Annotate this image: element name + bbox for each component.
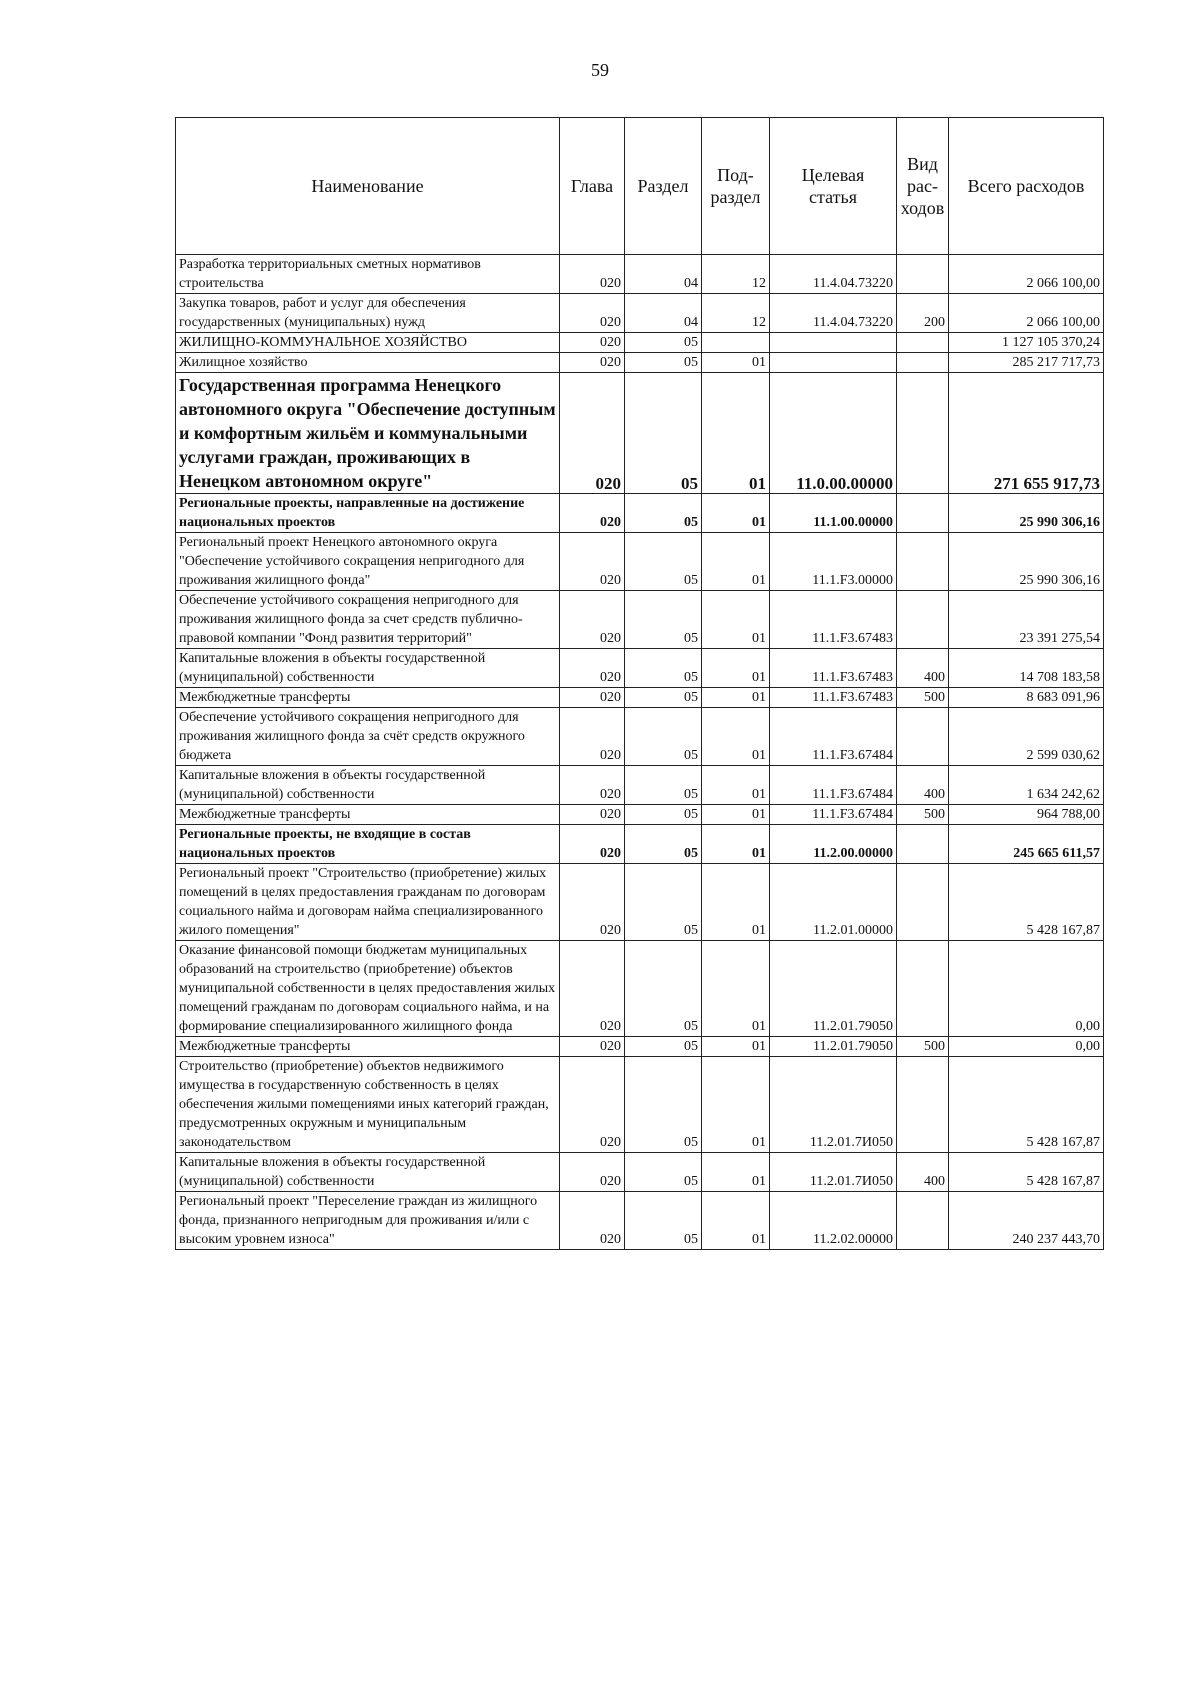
cell-vsego: 0,00 (949, 1037, 1104, 1057)
table-row (176, 1153, 1104, 1192)
cell-glava: 020 (560, 591, 625, 649)
cell-vid (897, 533, 949, 591)
cell-name: Межбюджетные трансферты (176, 688, 560, 708)
cell-glava: 020 (560, 373, 625, 494)
cell-name: Оказание финансовой помощи бюджетам муниципальных образований на строительство (приобретение) объектов муниципальной собственности в целях предоставления жилых помещений гражданам по договорам социального найма, и на формирование специализированного жилищного фонда (176, 941, 560, 1037)
cell-name: Капитальные вложения в объекты государственной (муниципальной) собственности (176, 1153, 560, 1192)
table-row (176, 825, 1104, 864)
col-header-razdel: Раздел (625, 118, 702, 255)
cell-celevaya: 11.1.00.00000 (770, 494, 897, 533)
cell-name: Жилищное хозяйство (176, 353, 560, 373)
cell-name: Региональный проект "Переселение граждан из жилищного фонда, признанного непригодным для проживания и/или с высоким уровнем износа" (176, 1192, 560, 1250)
cell-name: ЖИЛИЩНО-КОММУНАЛЬНОЕ ХОЗЯЙСТВО (176, 333, 560, 353)
table-row (176, 533, 1104, 591)
cell-vsego: 5 428 167,87 (949, 1057, 1104, 1153)
cell-razdel: 05 (625, 688, 702, 708)
cell-vid (897, 864, 949, 941)
table-row (176, 766, 1104, 805)
table-row (176, 353, 1104, 373)
table-row (176, 1192, 1104, 1250)
cell-razdel: 05 (625, 533, 702, 591)
cell-vsego: 2 066 100,00 (949, 255, 1104, 294)
cell-razdel: 05 (625, 649, 702, 688)
cell-podrazdel: 01 (702, 766, 770, 805)
cell-glava: 020 (560, 494, 625, 533)
col-header-podrazdel: Под- раздел (702, 118, 770, 255)
cell-podrazdel: 01 (702, 805, 770, 825)
cell-name: Региональный проект Ненецкого автономного округа "Обеспечение устойчивого сокращения непригодного для проживания жилищного фонда" (176, 533, 560, 591)
cell-celevaya: 11.4.04.73220 (770, 255, 897, 294)
cell-name: Региональные проекты, направленные на достижение национальных проектов (176, 494, 560, 533)
table-row (176, 1037, 1104, 1057)
cell-razdel: 04 (625, 294, 702, 333)
cell-vid: 400 (897, 766, 949, 805)
cell-name: Разработка территориальных сметных нормативов строительства (176, 255, 560, 294)
cell-glava: 020 (560, 353, 625, 373)
cell-razdel: 05 (625, 1192, 702, 1250)
cell-celevaya: 11.1.F3.67483 (770, 649, 897, 688)
cell-celevaya: 11.2.01.7И050 (770, 1153, 897, 1192)
cell-name: Межбюджетные трансферты (176, 1037, 560, 1057)
cell-vsego: 8 683 091,96 (949, 688, 1104, 708)
cell-razdel: 05 (625, 864, 702, 941)
cell-glava: 020 (560, 1153, 625, 1192)
cell-glava: 020 (560, 941, 625, 1037)
cell-podrazdel: 01 (702, 941, 770, 1037)
cell-vid: 400 (897, 1153, 949, 1192)
cell-name: Государственная программа Ненецкого автономного округа "Обеспечение доступным и комфортным жильём и коммунальными услугами граждан, проживающих в Ненецком автономном округе" (176, 373, 560, 494)
cell-vid (897, 494, 949, 533)
cell-celevaya: 11.0.00.00000 (770, 373, 897, 494)
cell-podrazdel: 01 (702, 494, 770, 533)
cell-razdel: 05 (625, 1153, 702, 1192)
cell-celevaya: 11.1.F3.67483 (770, 688, 897, 708)
table-row (176, 591, 1104, 649)
cell-podrazdel: 01 (702, 533, 770, 591)
cell-vid: 500 (897, 1037, 949, 1057)
cell-vsego: 2 066 100,00 (949, 294, 1104, 333)
cell-name: Закупка товаров, работ и услуг для обеспечения государственных (муниципальных) нужд (176, 294, 560, 333)
cell-vsego: 14 708 183,58 (949, 649, 1104, 688)
cell-podrazdel: 01 (702, 864, 770, 941)
cell-glava: 020 (560, 333, 625, 353)
cell-celevaya: 11.2.01.7И050 (770, 1057, 897, 1153)
cell-razdel: 05 (625, 373, 702, 494)
cell-celevaya: 11.1.F3.67484 (770, 805, 897, 825)
cell-glava: 020 (560, 294, 625, 333)
cell-celevaya: 11.2.02.00000 (770, 1192, 897, 1250)
cell-celevaya: 11.2.01.79050 (770, 1037, 897, 1057)
cell-vid (897, 708, 949, 766)
cell-name: Межбюджетные трансферты (176, 805, 560, 825)
table-row (176, 494, 1104, 533)
table-row (176, 941, 1104, 1037)
cell-podrazdel: 01 (702, 1037, 770, 1057)
cell-vid: 200 (897, 294, 949, 333)
cell-vid (897, 353, 949, 373)
cell-podrazdel: 01 (702, 708, 770, 766)
cell-razdel: 05 (625, 333, 702, 353)
table-header-row (176, 118, 1104, 255)
cell-razdel: 05 (625, 766, 702, 805)
cell-glava: 020 (560, 1037, 625, 1057)
cell-razdel: 05 (625, 353, 702, 373)
cell-razdel: 05 (625, 805, 702, 825)
cell-vsego: 5 428 167,87 (949, 864, 1104, 941)
cell-celevaya: 11.1.F3.67484 (770, 766, 897, 805)
col-header-vsego: Всего расходов (949, 118, 1104, 255)
cell-vid (897, 591, 949, 649)
cell-vsego: 5 428 167,87 (949, 1153, 1104, 1192)
cell-vid (897, 825, 949, 864)
cell-razdel: 05 (625, 941, 702, 1037)
table-row (176, 333, 1104, 353)
cell-glava: 020 (560, 255, 625, 294)
col-header-name: Наименование (176, 118, 560, 255)
cell-vsego: 245 665 611,57 (949, 825, 1104, 864)
cell-podrazdel: 01 (702, 1057, 770, 1153)
table-row (176, 373, 1104, 494)
table-row (176, 255, 1104, 294)
cell-vid (897, 1057, 949, 1153)
table-row (176, 805, 1104, 825)
cell-razdel: 04 (625, 255, 702, 294)
cell-podrazdel: 01 (702, 353, 770, 373)
cell-glava: 020 (560, 864, 625, 941)
cell-podrazdel: 01 (702, 373, 770, 494)
cell-vsego: 240 237 443,70 (949, 1192, 1104, 1250)
cell-razdel: 05 (625, 708, 702, 766)
cell-celevaya: 11.4.04.73220 (770, 294, 897, 333)
cell-vsego: 1 634 242,62 (949, 766, 1104, 805)
cell-podrazdel (702, 333, 770, 353)
cell-vsego: 2 599 030,62 (949, 708, 1104, 766)
cell-vsego: 25 990 306,16 (949, 533, 1104, 591)
cell-vsego: 1 127 105 370,24 (949, 333, 1104, 353)
cell-glava: 020 (560, 708, 625, 766)
cell-glava: 020 (560, 1192, 625, 1250)
cell-glava: 020 (560, 649, 625, 688)
cell-razdel: 05 (625, 494, 702, 533)
cell-podrazdel: 01 (702, 1153, 770, 1192)
cell-vsego: 964 788,00 (949, 805, 1104, 825)
cell-vsego: 285 217 717,73 (949, 353, 1104, 373)
cell-vid (897, 255, 949, 294)
cell-podrazdel: 01 (702, 1192, 770, 1250)
cell-razdel: 05 (625, 1057, 702, 1153)
cell-podrazdel: 12 (702, 255, 770, 294)
budget-table (175, 117, 1104, 1250)
cell-celevaya: 11.1.F3.67483 (770, 591, 897, 649)
cell-glava: 020 (560, 533, 625, 591)
cell-vid: 500 (897, 688, 949, 708)
col-header-vid: Вид рас- ходов (897, 118, 949, 255)
cell-vsego: 0,00 (949, 941, 1104, 1037)
cell-celevaya (770, 353, 897, 373)
cell-name: Региональный проект "Строительство (приобретение) жилых помещений в целях предоставления гражданам по договорам социального найма и договорам найма специализированного жилого помещения" (176, 864, 560, 941)
cell-name: Обеспечение устойчивого сокращения непригодного для проживания жилищного фонда за счёт средств окружного бюджета (176, 708, 560, 766)
cell-podrazdel: 01 (702, 688, 770, 708)
cell-vsego: 25 990 306,16 (949, 494, 1104, 533)
cell-celevaya: 11.2.01.79050 (770, 941, 897, 1037)
cell-celevaya: 11.2.00.00000 (770, 825, 897, 864)
table-row (176, 1057, 1104, 1153)
cell-glava: 020 (560, 825, 625, 864)
cell-celevaya: 11.1.F3.00000 (770, 533, 897, 591)
cell-name: Капитальные вложения в объекты государственной (муниципальной) собственности (176, 649, 560, 688)
cell-vsego: 271 655 917,73 (949, 373, 1104, 494)
table-row (176, 688, 1104, 708)
cell-vid (897, 333, 949, 353)
cell-razdel: 05 (625, 825, 702, 864)
table-row (176, 864, 1104, 941)
cell-name: Строительство (приобретение) объектов недвижимого имущества в государственную собственность в целях обеспечения жилыми помещениями иных категорий граждан, предусмотренных окружным и муниципальным законодательством (176, 1057, 560, 1153)
col-header-glava: Глава (560, 118, 625, 255)
cell-vid: 400 (897, 649, 949, 688)
cell-name: Обеспечение устойчивого сокращения непригодного для проживания жилищного фонда за счет средств публично-правовой компании "Фонд развития территорий" (176, 591, 560, 649)
cell-razdel: 05 (625, 1037, 702, 1057)
cell-name: Региональные проекты, не входящие в состав национальных проектов (176, 825, 560, 864)
cell-podrazdel: 01 (702, 649, 770, 688)
table-row (176, 294, 1104, 333)
cell-vid (897, 941, 949, 1037)
cell-razdel: 05 (625, 591, 702, 649)
cell-vid (897, 373, 949, 494)
cell-podrazdel: 12 (702, 294, 770, 333)
cell-celevaya: 11.2.01.00000 (770, 864, 897, 941)
page-number: 59 (591, 60, 609, 80)
col-header-celevaya: Целевая статья (770, 118, 897, 255)
table-row (176, 649, 1104, 688)
cell-glava: 020 (560, 766, 625, 805)
cell-glava: 020 (560, 1057, 625, 1153)
cell-vsego: 23 391 275,54 (949, 591, 1104, 649)
cell-podrazdel: 01 (702, 825, 770, 864)
cell-name: Капитальные вложения в объекты государственной (муниципальной) собственности (176, 766, 560, 805)
table-row (176, 708, 1104, 766)
cell-podrazdel: 01 (702, 591, 770, 649)
cell-celevaya (770, 333, 897, 353)
cell-celevaya: 11.1.F3.67484 (770, 708, 897, 766)
cell-glava: 020 (560, 688, 625, 708)
cell-vid (897, 1192, 949, 1250)
cell-vid: 500 (897, 805, 949, 825)
cell-glava: 020 (560, 805, 625, 825)
